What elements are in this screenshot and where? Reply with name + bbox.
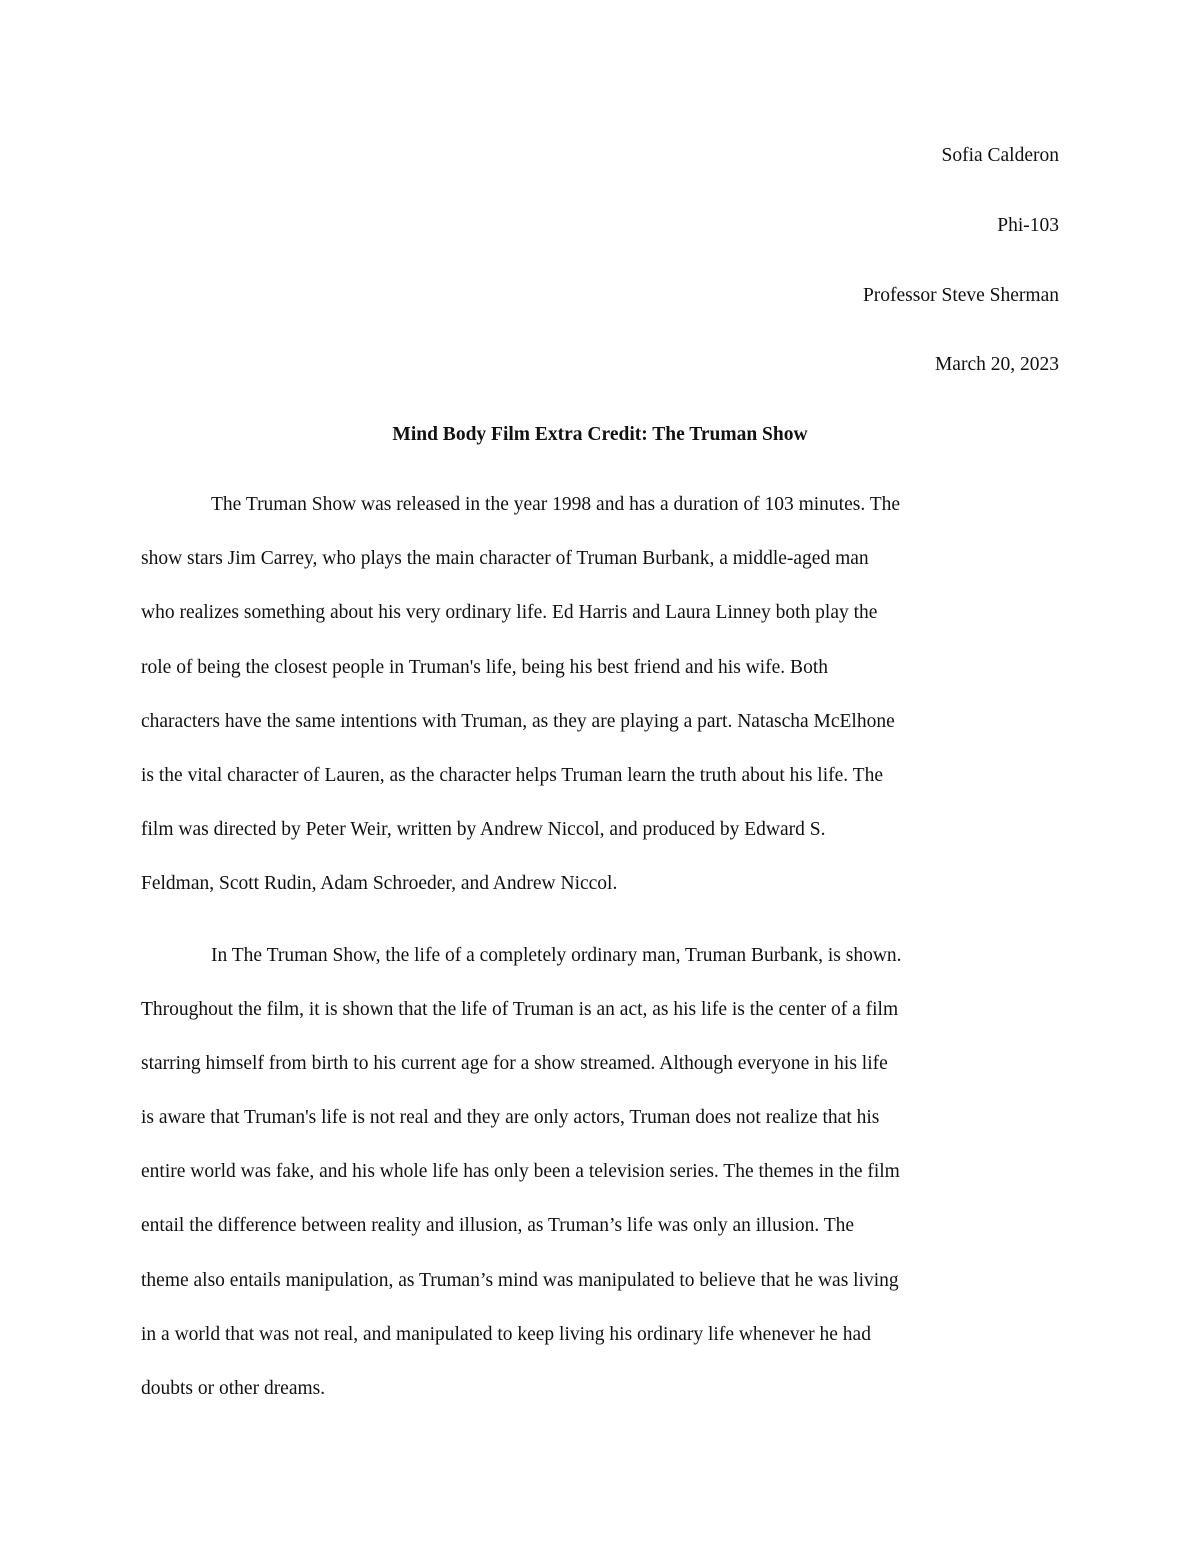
text-line: doubts or other dreams.: [141, 1378, 326, 1399]
paragraph-spacer: [141, 923, 1061, 940]
professor-name: Professor Steve Sherman: [862, 284, 1059, 306]
author-name: Sofia Calderon: [941, 145, 1059, 166]
document-body: [141, 489, 1061, 1427]
text-line: film was directed by Peter Weir, written by Andrew Niccol, and produced by Edward S.: [141, 819, 826, 841]
paragraph-2: [141, 940, 1061, 1428]
text-line: is aware that Truman's life is not real and they are only actors, Truman does not realize that his: [141, 1107, 880, 1129]
text-line: Feldman, Scott Rudin, Adam Schroeder, and Andrew Niccol.: [141, 873, 618, 895]
text-line: role of being the closest people in Truman's life, being his best friend and his wife. Both: [141, 656, 828, 678]
text-line: In The Truman Show, the life of a completely ordinary man, Truman Burbank, is shown.: [211, 944, 902, 966]
text-line: who realizes something about his very ordinary life. Ed Harris and Laura Linney both play the: [141, 602, 878, 624]
text-line: in a world that was not real, and manipulated to keep living his ordinary life whenever he had: [141, 1323, 871, 1345]
document-title: Mind Body Film Extra Credit: The Truman Show: [392, 424, 808, 445]
text-line: entail the difference between reality and illusion, as Truman’s life was only an illusion. The: [141, 1215, 855, 1237]
text-line: is the vital character of Lauren, as the character helps Truman learn the truth about his life. The: [141, 764, 883, 786]
text-line: Throughout the film, it is shown that the life of Truman is an act, as his life is the center of a film: [141, 998, 899, 1020]
course-code: Phi-103: [997, 214, 1059, 236]
text-line: The Truman Show was released in the year 1998 and has a duration of 103 minutes. The: [211, 494, 901, 515]
text-line: entire world was fake, and his whole life has only been a television series. The themes in the film: [141, 1161, 900, 1183]
text-line: show stars Jim Carrey, who plays the main character of Truman Burbank, a middle-aged man: [141, 548, 869, 570]
document-date: March 20, 2023: [934, 354, 1059, 376]
paragraph-1: [141, 489, 1061, 923]
text-line: starring himself from birth to his current age for a show streamed. Although everyone in his life: [141, 1052, 888, 1074]
text-line: theme also entails manipulation, as Truman’s mind was manipulated to believe that he was living: [141, 1269, 899, 1291]
text-line: characters have the same intentions with Truman, as they are playing a part. Natascha McElhone: [141, 710, 895, 732]
header-block: [863, 140, 1059, 419]
